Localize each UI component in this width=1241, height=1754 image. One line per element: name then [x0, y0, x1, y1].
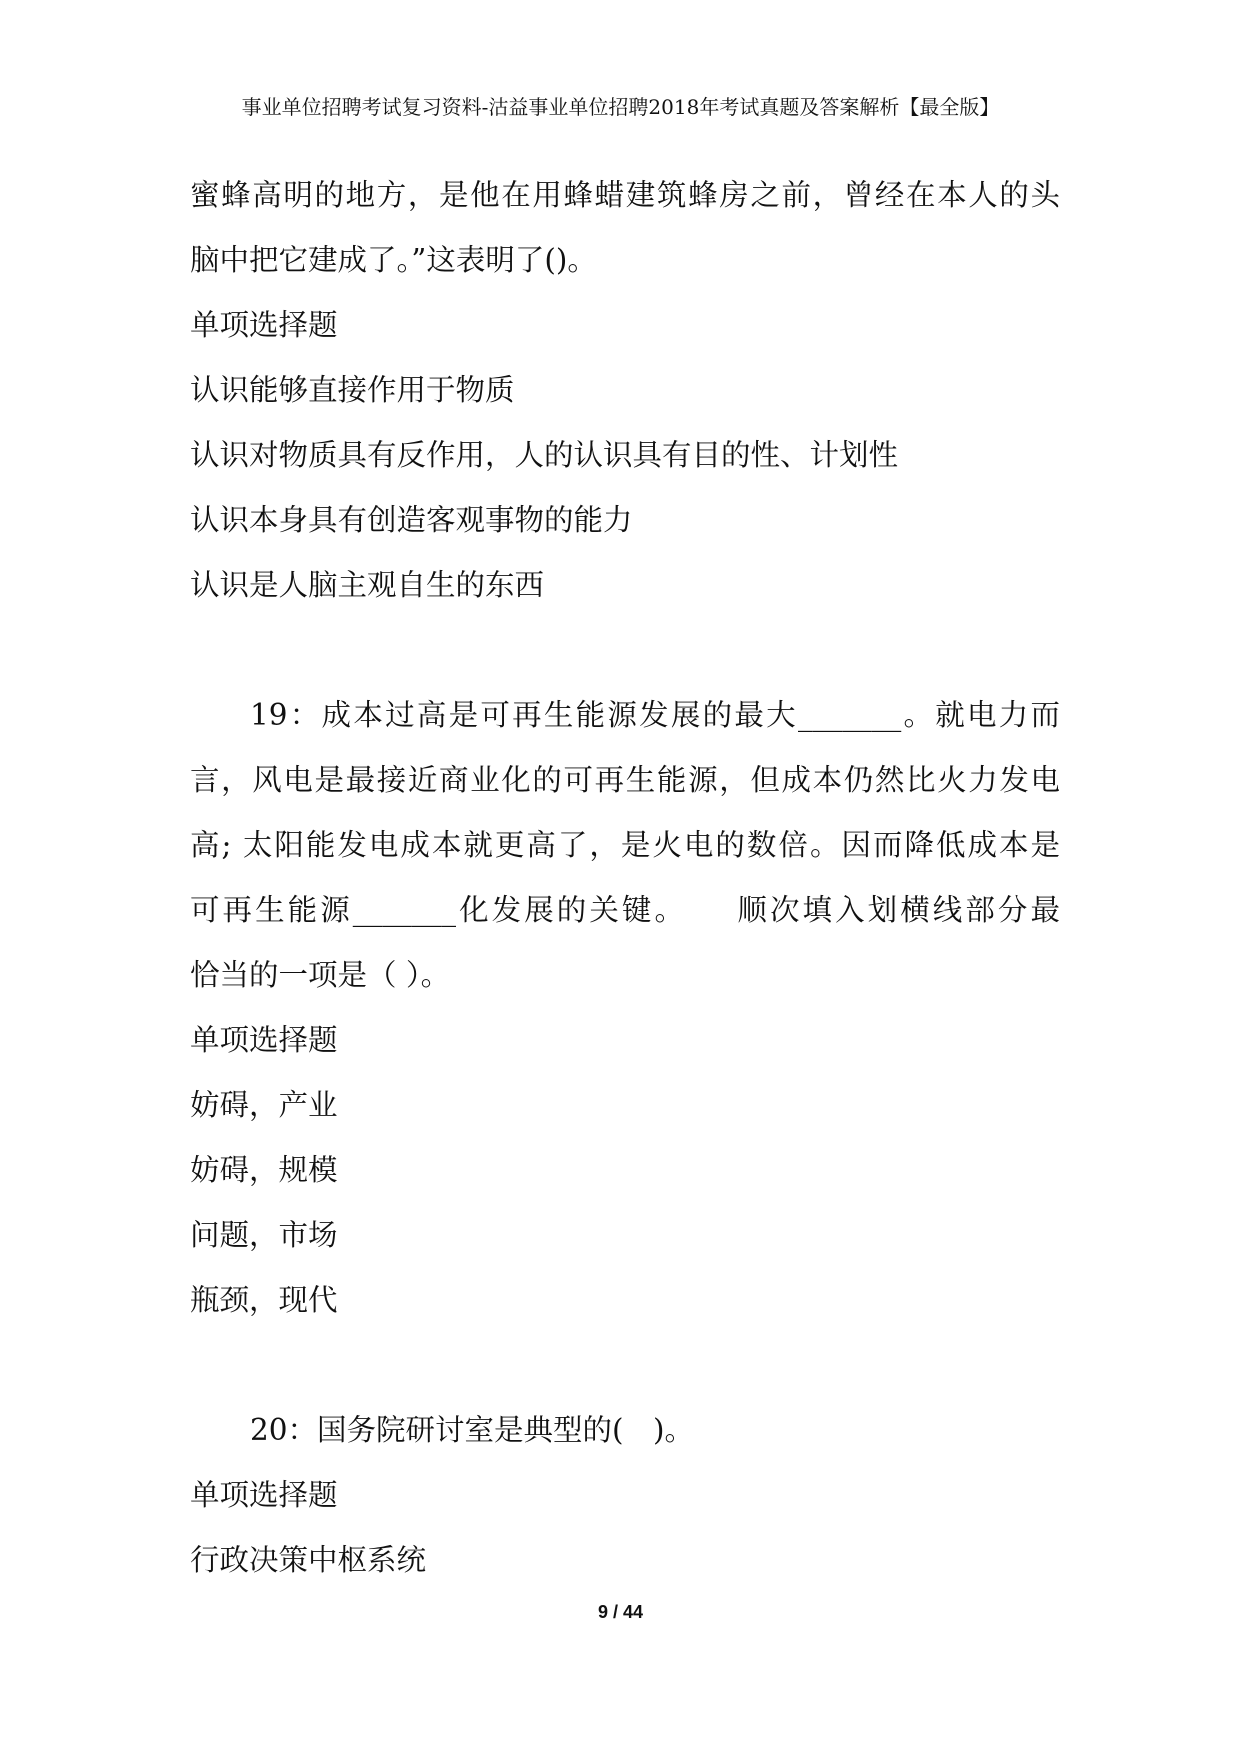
question-stem-line: 20：国务院研讨室是典型的( )。: [250, 1413, 695, 1447]
question-20: [190, 1398, 1060, 1593]
question-stem-line: 恰当的一项是（ ）。: [190, 958, 451, 992]
answer-option: 行政决策中枢系统: [190, 1543, 427, 1577]
answer-option: 认识能够直接作用于物质: [190, 373, 515, 407]
question-stem-line: 19：成本过高是可再生能源发展的最大_______。就电力而: [250, 698, 1060, 732]
question-type-label: 单项选择题: [190, 308, 338, 342]
answer-option: 认识本身具有创造客观事物的能力: [190, 503, 633, 537]
page-content: [190, 163, 1060, 1593]
section-gap: [190, 618, 1060, 683]
page-number: 9 / 44: [597, 1602, 644, 1622]
answer-option: 问题，市场: [190, 1218, 338, 1252]
question-stem-line: 高; 太阳能发电成本就更高了，是火电的数倍。因而降低成本是: [190, 828, 1060, 862]
question-18: [190, 163, 1060, 618]
running-header: 事业单位招聘考试复习资料-沽益事业单位招聘2018年考试真题及答案解析【最全版】: [241, 95, 1000, 119]
answer-option: 瓶颈，现代: [190, 1283, 338, 1317]
answer-option: 认识对物质具有反作用，人的认识具有目的性、计划性: [190, 438, 899, 472]
answer-option: 妨碍，规模: [190, 1153, 338, 1187]
question-stem-line: 脑中把它建成了。”这表明了()。: [190, 243, 597, 277]
question-stem-line: 言，风电是最接近商业化的可再生能源，但成本仍然比火力发电: [190, 763, 1060, 797]
question-type-label: 单项选择题: [190, 1023, 338, 1057]
question-stem-line: 可再生能源_______化发展的关键。 顺次填入划横线部分最: [190, 893, 1060, 927]
section-gap: [190, 1333, 1060, 1398]
question-type-label: 单项选择题: [190, 1478, 338, 1512]
answer-option: 妨碍，产业: [190, 1088, 338, 1122]
answer-option: 认识是人脑主观自生的东西: [190, 568, 545, 602]
question-19: [190, 683, 1060, 1333]
question-stem-line: 蜜蜂高明的地方，是他在用蜂蜡建筑蜂房之前，曾经在本人的头: [190, 178, 1060, 212]
